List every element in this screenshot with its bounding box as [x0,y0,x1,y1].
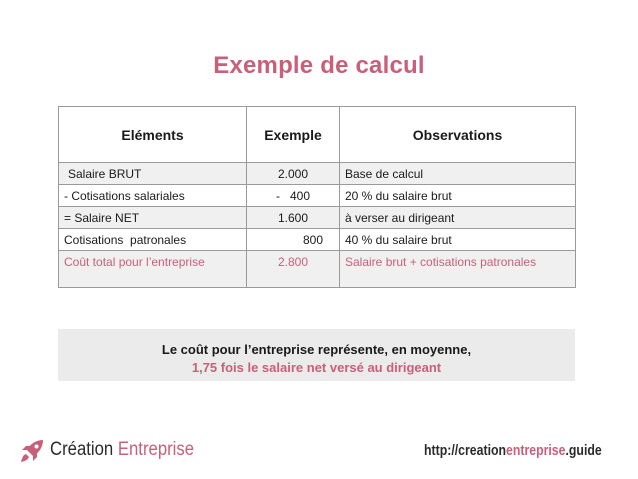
table-header-row [59,107,576,163]
cell-observation: 20 % du salaire brut [340,185,576,207]
header-exemple: Exemple [247,107,340,163]
cell-element: Coût total pour l’entreprise [59,251,247,288]
cell-exemple: - 400 [247,185,340,207]
table-row [59,163,576,185]
cell-exemple: 2.800 [247,251,340,288]
brand-name-part1: Création [50,439,114,460]
cell-element: Cotisations patronales [59,229,247,251]
table-row-total [59,251,576,288]
url-part-3: .guide [565,442,602,459]
url-part-1: http://creation [424,442,507,459]
table-row [59,207,576,229]
cell-exemple: 1.600 [247,207,340,229]
cell-observation: Base de calcul [340,163,576,185]
page-title: Exemple de calcul [213,52,425,79]
table-row [59,229,576,251]
note-line-2: 1,75 fois le salaire net versé au dirigeant [191,360,442,375]
note-line-1: Le coût pour l’entreprise représente, en moyenne, [161,342,472,357]
summary-note [58,329,575,381]
cell-observation: 40 % du salaire brut [340,229,576,251]
cell-exemple: 800 [247,229,340,251]
cell-observation: Salaire brut + cotisations patronales [340,251,576,288]
brand-name [50,439,194,461]
cell-element: = Salaire NET [59,207,247,229]
site-url[interactable] [424,442,602,459]
cell-exemple: 2.000 [247,163,340,185]
header-elements: Eléments [59,107,247,163]
calculation-table [58,106,576,288]
header-observations: Observations [340,107,576,163]
brand-name-part2: Entreprise [117,439,195,460]
cell-element: Salaire BRUT [59,163,247,185]
cell-element: - Cotisations salariales [59,185,247,207]
rocket-icon [18,437,46,465]
cell-observation: à verser au dirigeant [340,207,576,229]
url-part-2: entreprise [506,442,566,459]
table-row [59,185,576,207]
